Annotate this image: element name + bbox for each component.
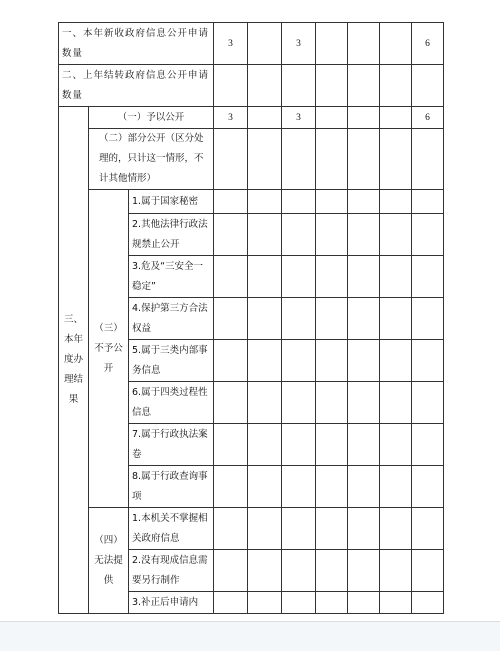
row-label-cannot-provide: （四）无法提供 <box>89 508 129 614</box>
cell-value <box>412 214 444 256</box>
cell-value <box>380 508 412 550</box>
cell-value <box>214 65 248 107</box>
cell-value <box>248 298 282 340</box>
cell-value <box>248 466 282 508</box>
cell-value <box>282 214 316 256</box>
reason-item: 1.本机关不掌握相关政府信息 <box>129 508 214 550</box>
cell-value <box>214 550 248 592</box>
cell-value <box>412 190 444 214</box>
cell-value <box>214 466 248 508</box>
cell-value <box>348 65 380 107</box>
cell-value <box>214 129 248 190</box>
cell-value <box>282 424 316 466</box>
cell-value <box>348 107 380 129</box>
table-row <box>59 107 444 129</box>
cell-value <box>348 256 380 298</box>
cell-value: 6 <box>412 107 444 129</box>
cell-value <box>380 424 412 466</box>
row-label-disclose: （一）予以公开 <box>89 107 214 129</box>
table-row <box>59 129 444 190</box>
cell-value <box>248 592 282 614</box>
row-label-partial: （二）部分公开（区分处理的，只计这一情形，不计其他情形） <box>89 129 214 190</box>
cell-value <box>214 214 248 256</box>
cell-value <box>316 424 348 466</box>
cell-value <box>248 65 282 107</box>
cell-value <box>282 592 316 614</box>
cell-value <box>214 592 248 614</box>
cell-value <box>282 190 316 214</box>
cell-value <box>412 129 444 190</box>
cell-value <box>214 298 248 340</box>
cell-value <box>412 256 444 298</box>
cell-value <box>316 190 348 214</box>
table-row <box>59 508 444 550</box>
cell-value <box>380 256 412 298</box>
cell-value <box>348 190 380 214</box>
reason-item: 4.保护第三方合法权益 <box>129 298 214 340</box>
cell-value <box>282 129 316 190</box>
cell-value <box>316 550 348 592</box>
row-label-carried-over: 二、上年结转政府信息公开申请数量 <box>59 65 214 107</box>
cell-value <box>412 65 444 107</box>
cell-value <box>412 466 444 508</box>
cell-value <box>214 340 248 382</box>
reason-item: 3.补正后申请内 <box>129 592 214 614</box>
cell-value <box>282 466 316 508</box>
cell-value <box>248 190 282 214</box>
cell-value <box>214 190 248 214</box>
cell-value <box>316 214 348 256</box>
reason-item: 2.没有现成信息需要另行制作 <box>129 550 214 592</box>
cell-value <box>248 214 282 256</box>
cell-value <box>282 256 316 298</box>
cell-value <box>316 466 348 508</box>
cell-value <box>380 382 412 424</box>
table-row <box>59 23 444 65</box>
cell-value <box>412 382 444 424</box>
cell-value <box>380 107 412 129</box>
cell-value <box>412 592 444 614</box>
cell-value <box>348 508 380 550</box>
cell-value <box>316 256 348 298</box>
cell-value <box>316 508 348 550</box>
cell-value <box>214 424 248 466</box>
cell-value <box>412 508 444 550</box>
cell-value <box>214 508 248 550</box>
cell-value: 3 <box>282 107 316 129</box>
cell-value <box>348 214 380 256</box>
cell-value <box>380 129 412 190</box>
cell-value: 3 <box>282 23 316 65</box>
cell-value <box>380 214 412 256</box>
cell-value <box>348 466 380 508</box>
cell-value <box>214 382 248 424</box>
cell-value <box>316 65 348 107</box>
cell-value <box>412 424 444 466</box>
cell-value <box>348 424 380 466</box>
cell-value: 6 <box>412 23 444 65</box>
cell-value <box>316 23 348 65</box>
cell-value <box>248 508 282 550</box>
cell-value <box>282 65 316 107</box>
reason-item: 5.属于三类内部事务信息 <box>129 340 214 382</box>
cell-value <box>380 592 412 614</box>
reason-item: 6.属于四类过程性信息 <box>129 382 214 424</box>
cell-value <box>282 550 316 592</box>
cell-value <box>316 382 348 424</box>
cell-value <box>348 129 380 190</box>
cell-value <box>282 298 316 340</box>
cell-value <box>348 298 380 340</box>
cell-value <box>282 340 316 382</box>
table-row <box>59 190 444 214</box>
cell-value <box>348 340 380 382</box>
cell-value <box>248 256 282 298</box>
cell-value <box>316 129 348 190</box>
cell-value <box>248 129 282 190</box>
reason-item: 1.属于国家秘密 <box>129 190 214 214</box>
cell-value <box>412 340 444 382</box>
cell-value <box>380 23 412 65</box>
cell-value <box>214 256 248 298</box>
cell-value <box>348 382 380 424</box>
cell-value <box>316 107 348 129</box>
cell-value <box>248 23 282 65</box>
cell-value <box>348 550 380 592</box>
cell-value <box>348 592 380 614</box>
row-label-not-disclose: （三）不予公开 <box>89 190 129 508</box>
cell-value <box>282 508 316 550</box>
cell-value: 3 <box>214 23 248 65</box>
cell-value <box>380 550 412 592</box>
cell-value <box>348 23 380 65</box>
disclosure-statistics-table <box>58 22 444 614</box>
table-row <box>59 65 444 107</box>
cell-value <box>380 466 412 508</box>
section-label-results: 三、本年度办理结果 <box>59 107 89 614</box>
reason-item: 2.其他法律行政法规禁止公开 <box>129 214 214 256</box>
cell-value <box>316 298 348 340</box>
cell-value <box>316 340 348 382</box>
cell-value <box>282 382 316 424</box>
row-label-new-requests: 一、本年新收政府信息公开申请数量 <box>59 23 214 65</box>
reason-item: 3.危及“三安全一稳定” <box>129 256 214 298</box>
cell-value <box>412 550 444 592</box>
page-footer-area <box>0 622 500 651</box>
cell-value: 3 <box>214 107 248 129</box>
cell-value <box>380 190 412 214</box>
cell-value <box>380 340 412 382</box>
cell-value <box>380 298 412 340</box>
cell-value <box>316 592 348 614</box>
cell-value <box>248 424 282 466</box>
cell-value <box>248 550 282 592</box>
cell-value <box>412 298 444 340</box>
cell-value <box>248 382 282 424</box>
reason-item: 8.属于行政查询事项 <box>129 466 214 508</box>
cell-value <box>380 65 412 107</box>
cell-value <box>248 107 282 129</box>
cell-value <box>248 340 282 382</box>
reason-item: 7.属于行政执法案卷 <box>129 424 214 466</box>
